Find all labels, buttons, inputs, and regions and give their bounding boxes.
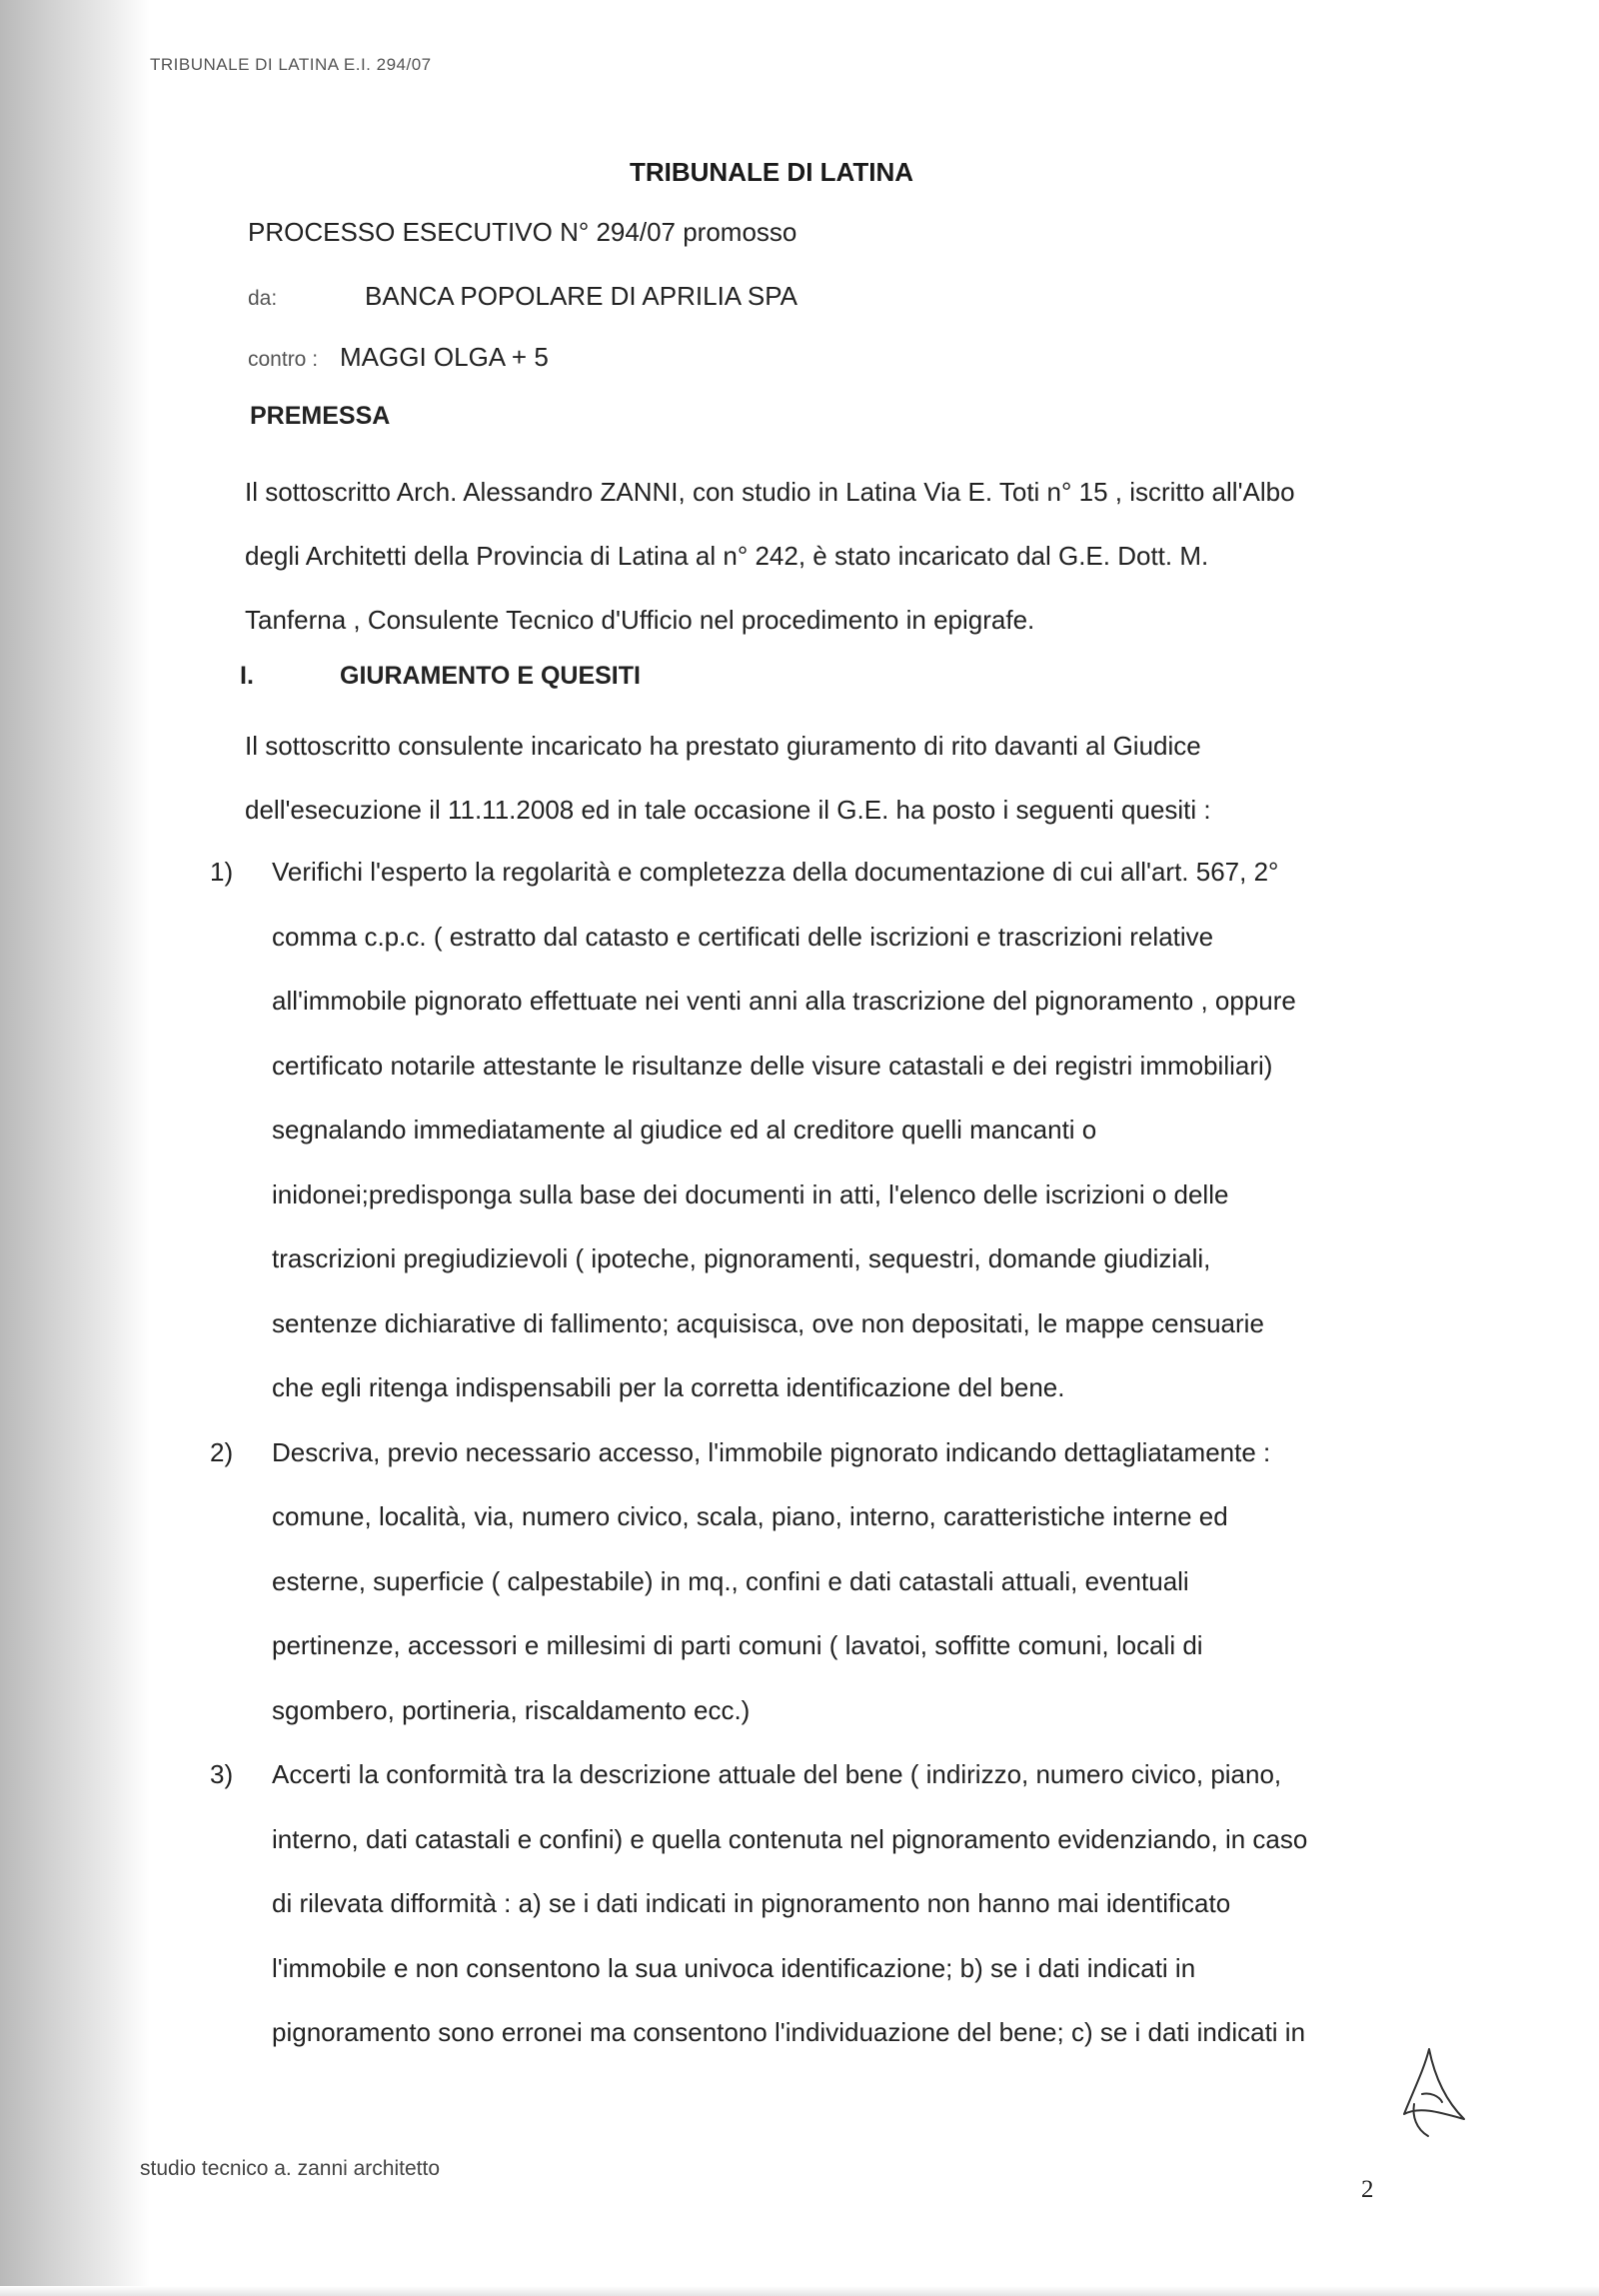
premessa-line: degli Architetti della Provincia di Latina al n° 242, è stato incaricato dal G.E. Dott. M. [245,541,1209,571]
document-header-reference: TRIBUNALE DI LATINA E.I. 294/07 [150,55,432,74]
plaintiff-name: BANCA POPOLARE DI APRILIA SPA [365,281,799,311]
quesito-line: sgombero, portineria, riscaldamento ecc.) [272,1694,751,1725]
page-title: TRIBUNALE DI LATINA [630,157,914,187]
handwritten-signature [1384,2044,1474,2144]
section-number: I. [240,662,254,690]
quesito-line: che egli ritenga indispensabili per la corretta identificazione del bene. [272,1372,1065,1402]
section-paragraph [245,726,1404,854]
quesiti-list [210,852,1409,2077]
quesito-line: comune, località, via, numero civico, scala, piano, interno, caratteristiche interne ed [272,1501,1228,1531]
quesito-line: Verifichi l'esperto la regolarità e completezza della documentazione di cui all'art. 567, 2° [272,857,1279,887]
quesito-line: esterne, superficie ( calpestabile) in mq., confini e dati catastali attuali, eventuali [272,1565,1189,1596]
plaintiff-label: da: [248,287,278,310]
plaintiff-line [248,281,799,312]
quesito-line: l'immobile e non consentono la sua univoca identificazione; b) se i dati indicati in [272,1952,1196,1983]
premessa-paragraph [245,472,1404,664]
quesito-line: comma c.p.c. ( estratto dal catasto e certificati delle iscrizioni e trascrizioni relative [272,921,1214,952]
quesito-line: di rilevata difformità : a) se i dati indicati in pignoramento non hanno mai identificato [272,1888,1231,1918]
footer-studio: studio tecnico a. zanni architetto [140,2157,441,2180]
quesito-line: trascrizioni pregiudizievoli ( ipoteche, pignoramenti, sequestri, domande giudiziali, [272,1243,1211,1273]
quesito-number: 2) [210,1436,234,1467]
quesito-line: segnalando immediatamente al giudice ed al creditore quelli mancanti o [272,1115,1097,1145]
quesito-line: inidonei;predisponga sulla base dei documenti in atti, l'elenco delle iscrizioni o delle [272,1178,1229,1209]
process-line: PROCESSO ESECUTIVO N° 294/07 promosso [248,217,798,247]
quesito-line: Descriva, previo necessario accesso, l'immobile pignorato indicando dettagliatamente : [272,1436,1271,1467]
scan-shadow-bottom [0,2286,1599,2296]
defendant-line [248,342,549,373]
defendant-name: MAGGI OLGA + 5 [340,342,549,372]
quesito-line: all'immobile pignorato effettuate nei venti anni alla trascrizione del pignoramento , oppure [272,986,1296,1016]
defendant-label: contro : [248,348,319,371]
premessa-line: Il sottoscritto Arch. Alessandro ZANNI, con studio in Latina Via E. Toti n° 15 , iscritto all'Albo [245,477,1295,507]
quesito-line: Accerti la conformità tra la descrizione attuale del bene ( indirizzo, numero civico, piano, [272,1759,1282,1789]
quesito-number: 1) [210,857,234,887]
quesito-line: pertinenze, accessori e millesimi di parti comuni ( lavatoi, soffitte comuni, locali di [272,1630,1203,1660]
quesito-line: interno, dati catastali e confini) e quella contenuta nel pignoramento evidenziando, in caso [272,1823,1308,1854]
quesito-number: 3) [210,1759,234,1789]
section-line: Il sottoscritto consulente incaricato ha prestato giuramento di rito davanti al Giudice [245,731,1201,761]
quesito-item [210,852,1409,1432]
quesito-item [210,1754,1409,2077]
page-number: 2 [1361,2176,1374,2203]
quesito-line: sentenze dichiarative di fallimento; acquisisca, ove non depositati, le mappe censuarie [272,1307,1264,1338]
quesito-line: certificato notarile attestante le risultanze delle visure catastali e dei registri immobiliari) [272,1050,1273,1081]
premessa-heading: PREMESSA [250,402,391,430]
premessa-line: Tanferna , Consulente Tecnico d'Ufficio nel procedimento in epigrafe. [245,605,1035,635]
section-line: dell'esecuzione il 11.11.2008 ed in tale occasione il G.E. ha posto i seguenti quesiti : [245,795,1211,825]
quesito-item [210,1432,1409,1755]
scan-shadow-edge [0,0,150,2296]
section-heading: GIURAMENTO E QUESITI [340,662,641,690]
quesito-line: pignoramento sono erronei ma consentono l'individuazione del bene; c) se i dati indicati in [272,2017,1306,2047]
